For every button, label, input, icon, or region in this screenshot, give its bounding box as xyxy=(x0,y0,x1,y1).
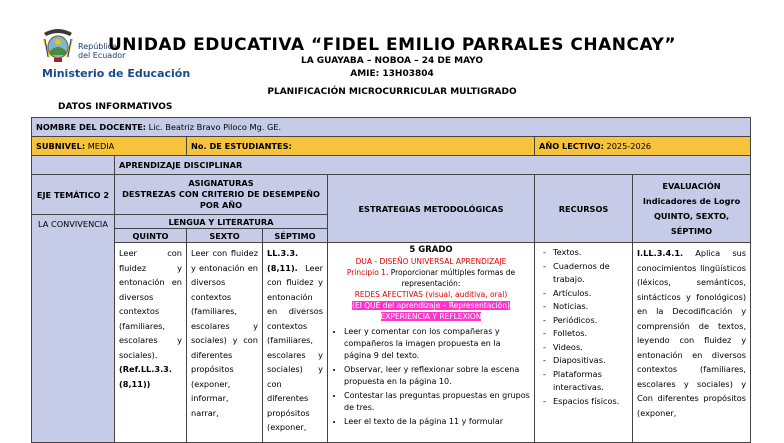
list-item: - Videos. xyxy=(551,341,628,355)
eje-header: EJE TEMÁTICO 2 xyxy=(32,175,115,215)
estrategias-header: ESTRATEGIAS METODOLÓGICAS xyxy=(328,175,535,243)
docente-row xyxy=(32,118,751,137)
subnivel-label: SUBNIVEL: xyxy=(36,141,86,151)
list-item: - Periódicos. xyxy=(551,314,628,328)
evaluacion-header: EVALUACIÓN Indicadores de Logro QUINTO, SEXTO, SÉPTIMO xyxy=(633,175,751,243)
estrategia-cell xyxy=(328,243,535,443)
dua-label: DUA - DISEÑO UNIVERSAL APRENDIZAJE xyxy=(355,257,507,266)
subnivel-value: MEDIA xyxy=(85,141,115,151)
sexto-header: SEXTO xyxy=(187,229,263,243)
school-title: UNIDAD EDUCATIVA “FIDEL EMILIO PARRALES CHANCAY” xyxy=(107,35,677,55)
sexto-cell: Leer con fluidez y entonación en diversos contextos (familiares, escolares y sociales) y con diferentes propósitos (exponer, informar, narrar, xyxy=(187,243,263,443)
grado-label: 5 GRADO xyxy=(409,245,453,255)
list-item: - Espacios físicos. xyxy=(551,395,628,409)
list-item: - Plataformas interactivas. xyxy=(551,368,628,395)
estudiantes-cell: No. DE ESTUDIANTES: xyxy=(187,137,535,156)
planning-table xyxy=(31,117,751,443)
asignaturas-header: ASIGNATURAS DESTREZAS CON CRITERIO DE DESEMPEÑO POR AÑO xyxy=(115,175,328,215)
redes-line: REDES AFECTIVAS (visual, auditiva, oral) xyxy=(354,290,508,299)
list-item: • Observar, leer y reflexionar sobre la escena propuesta en la página 10. xyxy=(344,364,530,388)
quinto-header: QUINTO xyxy=(115,229,187,243)
list-item: • Leer el texto de la página 11 y formular xyxy=(344,416,530,428)
septimo-header: SÉPTIMO xyxy=(263,229,328,243)
septimo-cell: LL.3.3. (8,11). Leer con fluidez y entonación en diversos contextos (familiares, escolares y sociales) y con diferentes propósitos (exponer, xyxy=(263,243,328,443)
anio-label: AÑO LECTIVO: xyxy=(539,141,604,151)
datos-informativos-label: DATOS INFORMATIVOS xyxy=(58,102,173,112)
docente-value: Lic. Beatriz Bravo Piloco Mg. GE. xyxy=(146,122,282,132)
evaluacion-cell: I.LL.3.4.1. Aplica sus conocimientos lingüísticos (léxicos, semánticos, sintácticos y fonológicos) en la Decodificación y comprensión de textos, leyendo con fluidez y entonación en diversos contextos (familiares, escolares y sociales) y Con diferentes propósitos (exponer, xyxy=(633,243,751,443)
docente-label: NOMBRE DEL DOCENTE: xyxy=(36,122,147,132)
logo-ministry-text: Ministerio de Educación xyxy=(42,67,191,80)
recursos-cell xyxy=(535,243,633,443)
list-item: - Cuadernos de trabajo. xyxy=(551,260,628,287)
eje-value: LA CONVIVENCIA xyxy=(32,215,115,443)
lengua-header: LENGUA Y LITERATURA xyxy=(115,215,328,229)
aprendizaje-header: APRENDIZAJE DISCIPLINAR xyxy=(115,156,751,175)
list-item: - Artículos. xyxy=(551,287,628,301)
anio-value: 2025-2026 xyxy=(603,141,652,151)
recursos-list xyxy=(539,246,628,408)
que-aprendizaje-line: (El QUÉ del aprendizaje – Representación) EXPERIENCIA Y REFLEXION xyxy=(352,301,510,321)
recursos-header: RECURSOS xyxy=(535,175,633,243)
subnivel-cell xyxy=(32,137,187,156)
list-item: - Noticias. xyxy=(551,300,628,314)
list-item: - Diapositivas. xyxy=(551,354,628,368)
quinto-cell: Leer con fluidez y entonación en diversos contextos (familiares, escolares y sociales). (Ref.LL.3.3. (8,11)) xyxy=(115,243,187,443)
list-item: • Contestar las preguntas propuestas en grupos de tres. xyxy=(344,390,530,414)
address-line: LA GUAYABA – NOBOA – 24 DE MAYO xyxy=(300,56,484,66)
blank-cell xyxy=(32,156,115,175)
principio-line: Principio 1. Proporcionar múltiples formas de representación: xyxy=(346,268,516,288)
anio-cell xyxy=(535,137,751,156)
amie-line: AMIE: 13H03804 xyxy=(350,69,434,79)
list-item: - Folletos. xyxy=(551,327,628,341)
estrategia-list xyxy=(332,326,530,428)
list-item: • Leer y comentar con los compañeras y compañeros la imagen propuesta en la página 9 del texto. xyxy=(344,326,530,362)
plan-title: PLANIFICACIÓN MICROCURRICULAR MULTIGRADO xyxy=(267,87,517,97)
logo-country-text: República del Ecuador xyxy=(78,42,126,60)
list-item: - Textos. xyxy=(551,246,628,260)
